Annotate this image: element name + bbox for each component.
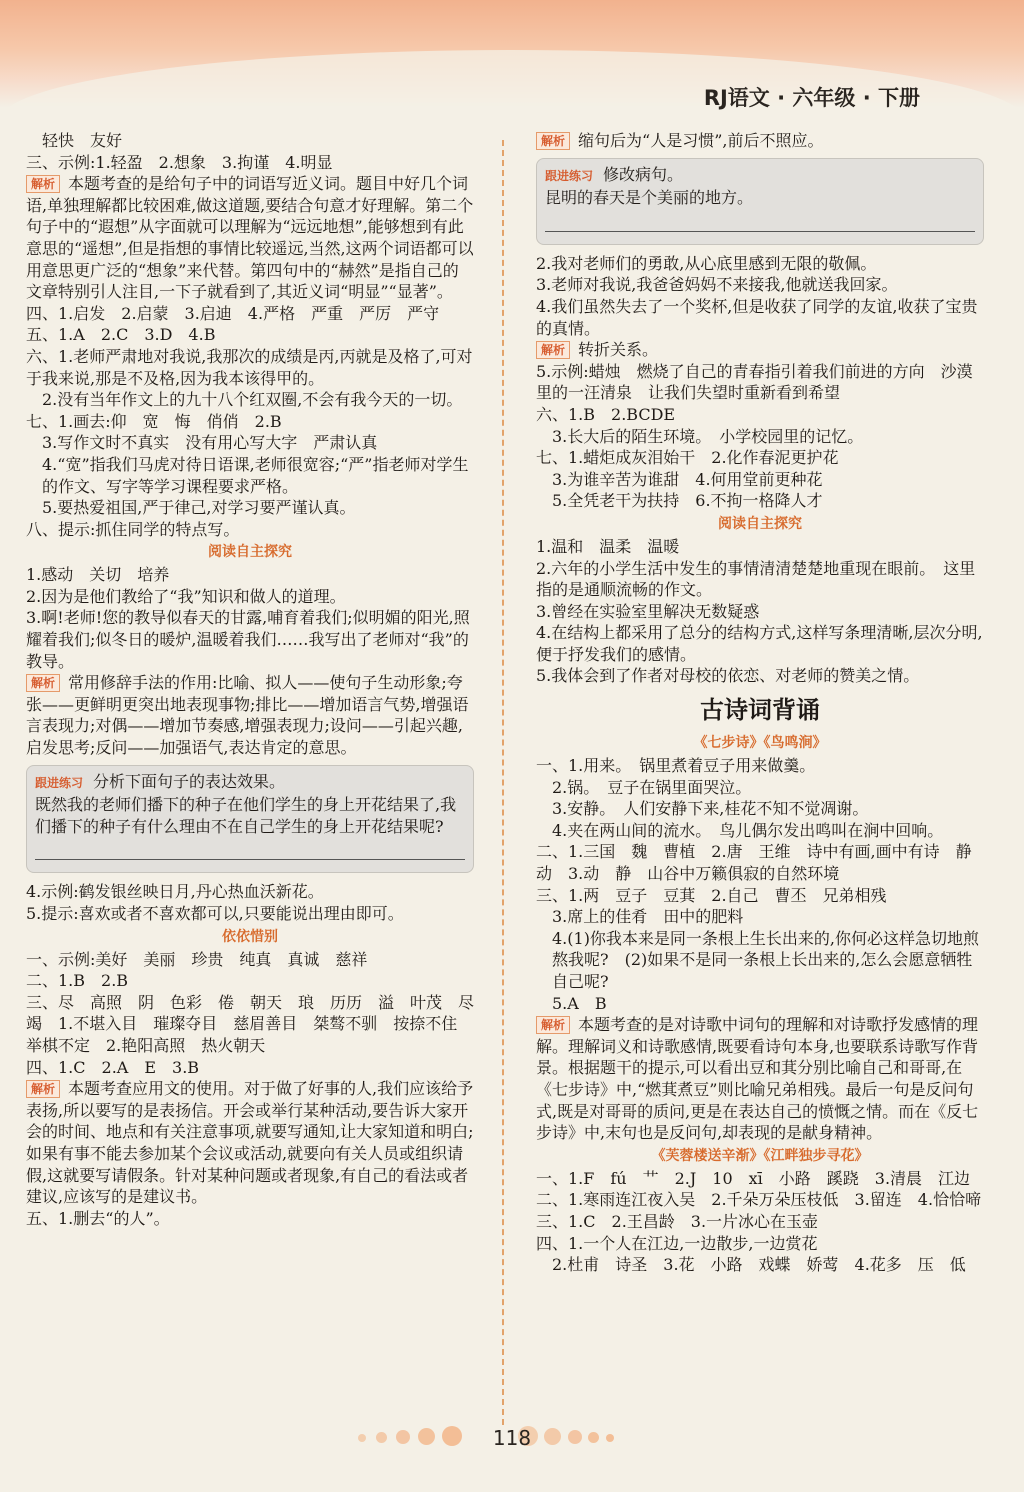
analysis-tag: 解析: [26, 674, 60, 692]
answer-line-text: [536, 1254, 984, 1276]
answer-text: 四、1.一个人在江边,一边散步,一边赏花: [536, 1233, 818, 1253]
column-divider: [502, 140, 504, 1425]
page-header-title: RJ语文 · 六年级 · 下册: [703, 86, 920, 110]
answer-text: 本题考查的是对诗歌中词句的理解和对诗歌抒发感情的理解。理解词义和诗歌感情,既要看诗句本身,也要联系诗歌写作背景。根据题干的提示,可以看出豆和萁分别比喻自己和哥哥,在《七步诗》中,“燃萁煮豆”则比喻兄弟相残。最后一句是反问句式,既是对哥哥的质问,更是在表达自己的愤慨之情。而在《反七步诗》中,末句也是反问句,却表现的是献身精神。: [536, 1015, 979, 1143]
right-column: [536, 130, 988, 1276]
answer-line-text: [536, 885, 984, 907]
section-title: 《七步诗》《鸟鸣涧》: [693, 735, 827, 752]
section-title: 《芙蓉楼送辛渐》《江畔独步寻花》: [651, 1147, 869, 1164]
answer-text: 5.A B: [552, 993, 607, 1013]
answer-line-text: [536, 274, 984, 296]
practice-question: 分析下面句子的表达效果。: [93, 771, 286, 791]
answer-line-text: [26, 970, 474, 992]
analysis-paragraph: [536, 130, 984, 152]
answer-line-text: [26, 1057, 474, 1079]
answer-text: 五、1.删去“的人”。: [26, 1208, 170, 1228]
answer-line-text: [536, 361, 984, 404]
analysis-tag: 解析: [26, 1080, 60, 1098]
big-section-title: 古诗词背诵: [700, 696, 820, 725]
footer-dot-icon: [588, 1432, 599, 1443]
analysis-tag: 解析: [536, 341, 570, 359]
answer-line-text: [536, 536, 984, 558]
answer-line-text: [536, 906, 984, 928]
answer-line-text: [26, 454, 474, 497]
answer-text: 七、1.蜡炬成灰泪始干 2.化作春泥更护花: [536, 448, 839, 468]
answer-text: 四、1.C 2.A E 3.B: [26, 1057, 200, 1077]
answer-line-text: [536, 777, 984, 799]
answer-line-text: [26, 346, 474, 389]
answer-line-text: [536, 665, 984, 687]
section-title: 依依惜别: [222, 928, 278, 945]
answer-line-text: [26, 903, 474, 925]
answer-line-text: [536, 993, 984, 1015]
answer-text: 轻快 友好: [42, 131, 123, 150]
answer-line-text: [536, 490, 984, 512]
answer-text: 4.(1)你我本来是同一条根上生长出来的,你何必这样急切地煎熬我呢? (2)如果不是同一条根上长出来的,怎么会愿意牺牲自己呢?: [552, 928, 980, 991]
answer-line-text: [26, 411, 474, 433]
answer-text: 2.我对老师们的勇敢,从心底里感到无限的敬佩。: [536, 253, 877, 273]
answer-text: 3.为谁辛苦为谁甜 4.何用堂前更种花: [552, 469, 823, 489]
answer-text: 2.六年的小学生活中发生的事情清清楚楚地重现在眼前。 这里指的是通顺流畅的作文。: [536, 558, 976, 600]
answer-text: 四、1.启发 2.启蒙 3.启迪 4.严格 严重 严厉 严守: [26, 303, 440, 323]
footer-dot-icon: [358, 1434, 366, 1442]
answer-line-text: [26, 497, 474, 519]
answer-line-text: [26, 303, 474, 325]
analysis-paragraph: [536, 339, 984, 361]
answer-text: 二、1.三国 魏 曹植 2.唐 王维 诗中有画,画中有诗 静 动 3.动 静 山谷中万籁俱寂的自然环境: [536, 842, 988, 884]
answer-line-text: [536, 820, 984, 842]
answer-line-text: [536, 1189, 984, 1211]
practice-body: 既然我的老师们播下的种子在他们学生的身上开花结果了,我们播下的种子有什么理由不在自己学生的身上开花结果呢?: [35, 795, 457, 836]
footer-dot-icon: [418, 1428, 435, 1445]
answer-line[interactable]: [545, 213, 975, 232]
practice-box: [26, 765, 474, 874]
answer-line-text: [26, 152, 474, 174]
answer-text: 2.没有当年作文上的九十八个红双圈,不会有我今天的一切。: [42, 390, 463, 410]
answer-line-text: [26, 519, 474, 541]
answer-text: 2.杜甫 诗圣 3.花 小路 戏蝶 娇莺 4.花多 压 低: [552, 1255, 966, 1275]
answer-text: 二、1.寒雨连江夜入吴 2.千朵万朵压枝低 3.留连 4.恰恰啼: [536, 1190, 982, 1210]
answer-line-text: [26, 586, 474, 608]
answer-text: 3.啊!老师!您的教导似春天的甘露,哺育着我们;似明媚的阳光,照耀着我们;似冬日的暖炉,温暖着我们……我写出了老师对“我”的教导。: [26, 608, 470, 671]
answer-line-text: [26, 389, 474, 411]
answer-text: 三、示例:1.轻盈 2.想象 3.拘谨 4.明显: [26, 152, 333, 172]
answer-text: 3.长大后的陌生环境。 小学校园里的记忆。: [552, 426, 864, 446]
answer-line-text: [536, 1233, 984, 1255]
answer-text: 4.示例:鹤发银丝映日月,丹心热血沃新花。: [26, 882, 324, 902]
answer-line[interactable]: [35, 841, 465, 860]
practice-label: 跟进练习: [545, 168, 594, 183]
answer-text: 1.温和 温柔 温暖: [536, 536, 680, 556]
answer-line-text: [536, 601, 984, 623]
answer-text: 常用修辞手法的作用:比喻、拟人——使句子生动形象;夸张——更鲜明更突出地表现事物;排比——增加语言气势,增强语言表现力;对偶——增加节奏感,增强表现力;设问——引起兴趣,启发思考;反问——加强语气,表达肯定的意思。: [26, 673, 469, 758]
answer-text: 本题考查的是给句子中的词语写近义词。题目中好几个词语,单独理解都比较困难,做这道题,要结合句意才好理解。第二个句子中的“遐想”从字面就可以理解为“远远地想”,能够想到有此意思的“遥想”,但是指想的事情比较遥远,当然,这两个词语都可以用意思更广泛的“想象”来代替。第四句中的“赫然”是指自己的文章特别引人注目,一下子就看到了,其近义词“明显”“显著”。: [26, 174, 474, 302]
answer-text: 2.锅。 豆子在锅里面哭泣。: [552, 777, 752, 797]
answer-text: 转折关系。: [578, 340, 659, 360]
section-title: 阅读自主探究: [718, 515, 802, 532]
answer-text: 六、1.老师严肃地对我说,我那次的成绩是丙,丙就是及格了,可对于我来说,那是不及格,因为我本该得甲的。: [26, 346, 473, 388]
analysis-tag: 解析: [26, 175, 60, 193]
answer-text: 二、1.B 2.B: [26, 971, 129, 991]
answer-text: 3.写作文时不真实 没有用心写大字 严肃认真: [42, 433, 378, 453]
analysis-paragraph: [26, 173, 474, 303]
answer-line-text: [536, 426, 984, 448]
answer-text: 三、尽 高照 阴 色彩 倦 朝天 琅 历历 溢 叶茂 尽 竭 1.不堪入目 璀璨夺目 慈眉善目 桀骜不驯 按捺不住 举棋不定 2.艳阳高照 热火朝天: [26, 992, 491, 1055]
answer-line-text: [536, 296, 984, 339]
answer-line-text: [536, 558, 984, 601]
answer-text: 4.“宽”指我们马虎对待日语课,老师很宽容;“严”指老师对学生的作文、写字等学习课程要求严格。: [42, 454, 469, 496]
answer-text: 3.安静。 人们安静下来,桂花不知不觉凋谢。: [552, 799, 869, 819]
answer-line-text: [536, 798, 984, 820]
answer-text: 2.因为是他们教给了“我”知识和做人的道理。: [26, 586, 346, 606]
answer-line-text: [26, 564, 474, 586]
answer-line-text: [536, 755, 984, 777]
answer-line-text: [536, 622, 984, 665]
practice-label: 跟进练习: [35, 775, 84, 790]
answer-line-text: [536, 841, 988, 884]
practice-box: [536, 158, 984, 245]
answer-line-text: [536, 928, 984, 993]
answer-text: 五、1.A 2.C 3.D 4.B: [26, 325, 216, 345]
answer-line-text: [26, 432, 474, 454]
section-title: 阅读自主探究: [208, 544, 292, 561]
answer-text: 5.示例:蜡烛 燃烧了自己的青春指引着我们前进的方向 沙漠里的一汪清泉 让我们失望时重新看到希望: [536, 361, 973, 403]
answer-line-text: [26, 881, 474, 903]
answer-text: 六、1.B 2.BCDE: [536, 404, 676, 424]
answer-text: 一、1.用来。 锅里煮着豆子用来做羹。: [536, 756, 816, 776]
answer-line-text: [26, 607, 474, 672]
page-number: 118: [492, 1426, 532, 1450]
answer-text: 三、1.两 豆子 豆萁 2.自己 曹丕 兄弟相残: [536, 885, 887, 905]
answer-text: 3.曾经在实验室里解决无数疑惑: [536, 601, 760, 621]
answer-text: 本题考查应用文的使用。对于做了好事的人,我们应该给予表扬,所以要写的是表扬信。开会或举行某种活动,要告诉大家开会的时间、地点和有关注意事项,就要写通知,让大家知道和明白;如果有事不能去参加某个会议或活动,就要向有关人员或组织请假,这就要写请假条。针对某种问题或者现象,有自己的看法或者建议,应该写的是建议书。: [26, 1079, 474, 1207]
analysis-tag: 解析: [536, 132, 570, 150]
footer-dot-icon: [396, 1430, 410, 1444]
answer-text: 5.全凭老干为扶持 6.不拘一格降人才: [552, 491, 823, 511]
footer-dot-icon: [442, 1426, 462, 1446]
answer-text: 4.我们虽然失去了一个奖杯,但是收获了同学的友谊,收获了宝贵的真情。: [536, 296, 978, 338]
answer-text: 4.在结构上都采用了总分的结构方式,这样写条理清晰,层次分明,便于抒发我们的感情。: [536, 623, 983, 664]
answer-line-text: [26, 992, 491, 1057]
answer-text: 一、1.F fú 艹 2.J 10 xī 小路 蹊跷 3.清晨 江边: [536, 1168, 971, 1188]
answer-text: 3.席上的佳肴 田中的肥料: [552, 907, 744, 927]
analysis-tag: 解析: [536, 1016, 570, 1034]
answer-text: 5.提示:喜欢或者不喜欢都可以,只要能说出理由即可。: [26, 904, 404, 923]
footer-dot-icon: [606, 1434, 614, 1442]
answer-line-text: [536, 253, 984, 275]
footer-dot-icon: [376, 1432, 387, 1443]
answer-text: 5.要热爱祖国,严于律己,对学习要严谨认真。: [42, 498, 356, 518]
answer-line-text: [536, 1211, 984, 1233]
answer-text: 三、1.C 2.王昌龄 3.一片冰心在玉壶: [536, 1211, 819, 1231]
analysis-paragraph: [26, 672, 474, 758]
left-column: [26, 130, 491, 1229]
answer-text: 1.感动 关切 培养: [26, 565, 170, 585]
answer-text: 一、示例:美好 美丽 珍贵 纯真 真诚 慈祥: [26, 949, 368, 969]
analysis-paragraph: [26, 1078, 474, 1208]
answer-line-text: [26, 324, 474, 346]
answer-line-text: [536, 404, 984, 426]
answer-text: 七、1.画去:仰 宽 悔 俏俏 2.B: [26, 411, 282, 431]
answer-text: 八、提示:抓住同学的特点写。: [26, 519, 240, 539]
answer-line-text: [26, 130, 474, 152]
answer-line-text: [536, 1168, 984, 1190]
answer-text: 缩句后为“人是习惯”,前后不照应。: [578, 131, 824, 150]
practice-body: 昆明的春天是个美丽的地方。: [545, 188, 754, 208]
answer-line-text: [536, 447, 984, 469]
practice-question: 修改病句。: [603, 164, 684, 184]
analysis-paragraph: [536, 1014, 984, 1144]
footer-dot-icon: [568, 1430, 582, 1444]
answer-line-text: [26, 949, 474, 971]
answer-line-text: [26, 1208, 474, 1230]
answer-text: 3.老师对我说,我爸爸妈妈不来接我,他就送我回家。: [536, 275, 898, 295]
answer-text: 5.我体会到了作者对母校的依恋、对老师的赞美之情。: [536, 666, 920, 686]
answer-line-text: [536, 469, 984, 491]
answer-text: 4.夹在两山间的流水。 鸟儿偶尔发出鸣叫在涧中回响。: [552, 820, 944, 840]
